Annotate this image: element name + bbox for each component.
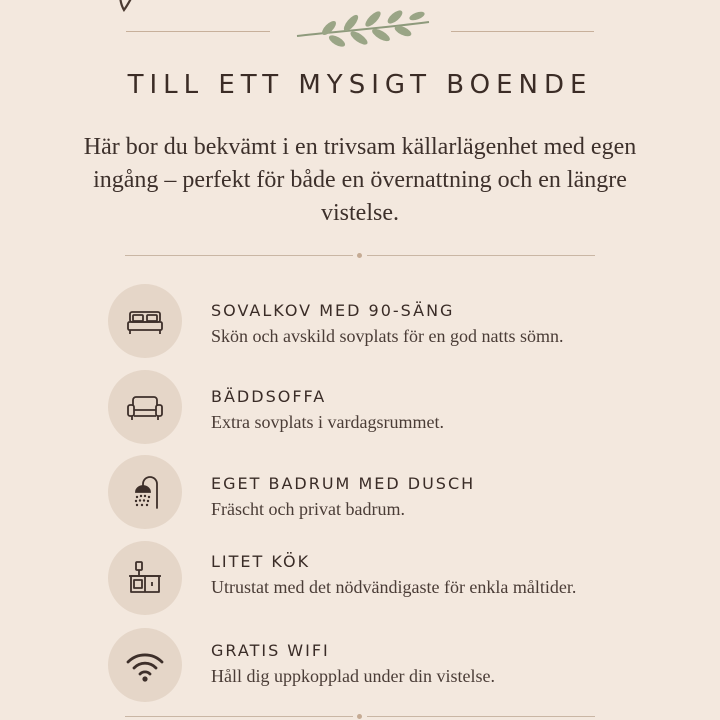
feature-kitchen bbox=[108, 541, 668, 621]
shower-icon-circle bbox=[108, 455, 182, 529]
page-title: TILL ETT MYSIGT BOENDE bbox=[127, 70, 593, 100]
leaf-branch-icon bbox=[293, 8, 433, 50]
wifi-icon-circle bbox=[108, 628, 182, 702]
shower-icon bbox=[125, 472, 165, 512]
bed-icon bbox=[125, 301, 165, 341]
feature-description: Håll dig uppkopplad under din vistelse. bbox=[211, 666, 495, 686]
feature-sofa-bed bbox=[108, 370, 668, 450]
top-line-right bbox=[451, 31, 594, 32]
wifi-icon bbox=[125, 645, 165, 685]
top-line-left bbox=[126, 31, 270, 32]
feature-title: SOVALKOV MED 90-SÄNG bbox=[211, 301, 455, 320]
kitchen-icon bbox=[125, 558, 165, 598]
feature-description: Fräscht och privat badrum. bbox=[211, 499, 405, 519]
feature-description: Skön och avskild sovplats för en god natts sömn. bbox=[211, 326, 564, 346]
bottom-divider-dot bbox=[357, 714, 362, 719]
divider-dot bbox=[357, 253, 362, 258]
bottom-divider-line-right bbox=[367, 716, 595, 717]
bottom-divider-line-left bbox=[125, 716, 353, 717]
bed-icon-circle bbox=[108, 284, 182, 358]
feature-title: GRATIS WIFI bbox=[211, 641, 330, 660]
sofa-icon-circle bbox=[108, 370, 182, 444]
feature-description: Utrustat med det nödvändigaste för enkla måltider. bbox=[211, 577, 577, 597]
feature-title: BÄDDSOFFA bbox=[211, 387, 327, 406]
feature-title: LITET KÖK bbox=[211, 552, 311, 571]
script-flourish bbox=[100, 0, 160, 15]
kitchen-icon-circle bbox=[108, 541, 182, 615]
feature-bedroom bbox=[108, 284, 668, 364]
divider-line-right bbox=[367, 255, 595, 256]
feature-wifi bbox=[108, 628, 668, 708]
feature-bathroom bbox=[108, 455, 668, 535]
feature-title: EGET BADRUM MED DUSCH bbox=[211, 474, 476, 493]
feature-description: Extra sovplats i vardagsrummet. bbox=[211, 412, 444, 432]
sofa-icon bbox=[125, 387, 165, 427]
intro-text: Här bor du bekvämt i en trivsam källarlägenhet med egen ingång – perfekt för både en övernattning och en längre vistelse. bbox=[83, 134, 637, 226]
divider-line-left bbox=[125, 255, 353, 256]
